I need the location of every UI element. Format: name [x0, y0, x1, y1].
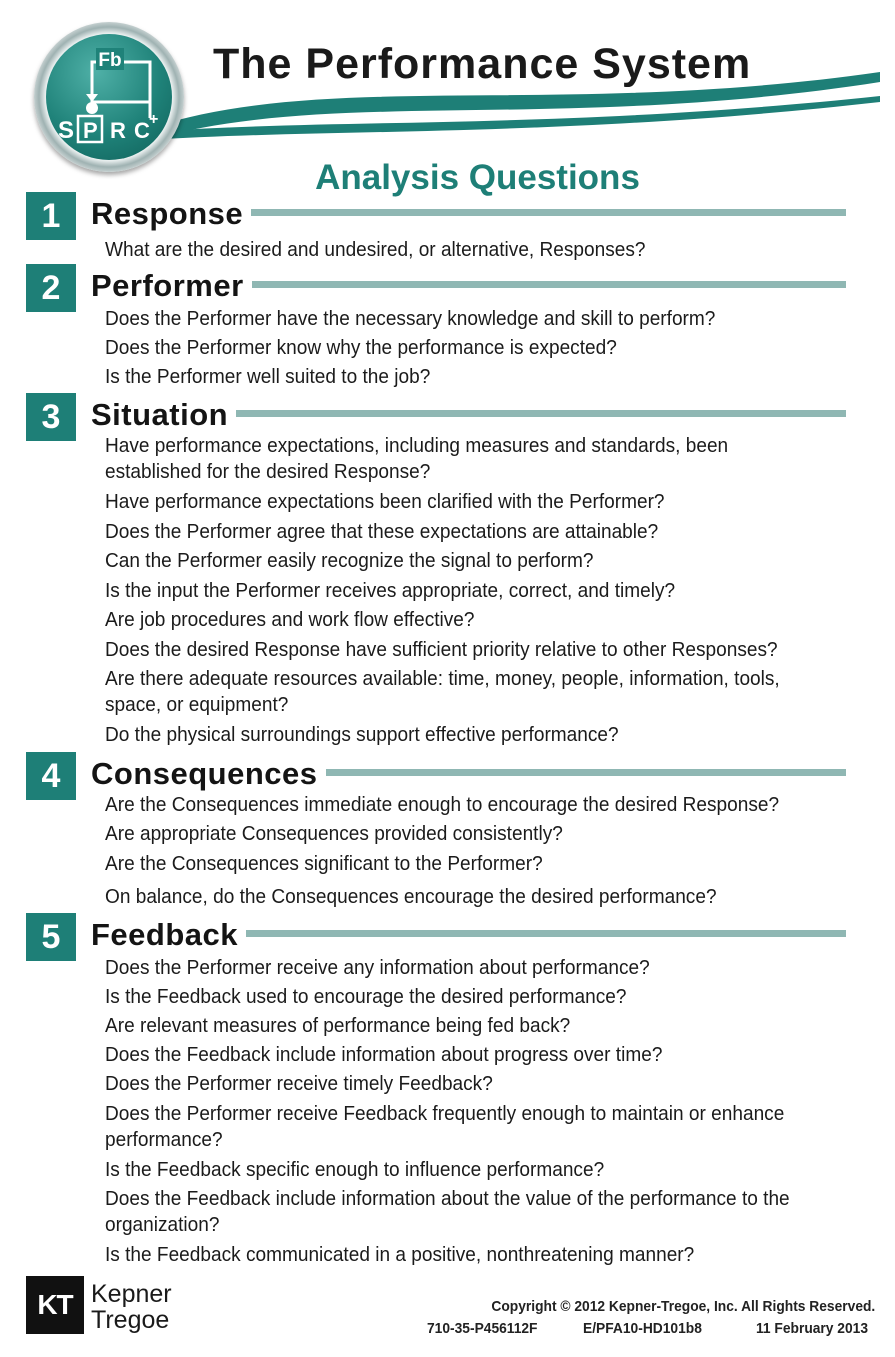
question-item: Are there adequate resources available: time, money, people, information, tools, space, or equipment? — [105, 667, 780, 716]
question-item: On balance, do the Consequences encourage the desired performance? — [105, 885, 717, 908]
question-item: Are job procedures and work flow effective? — [105, 608, 475, 631]
question-item: Are relevant measures of performance being fed back? — [105, 1014, 571, 1037]
question-item: Does the Performer receive Feedback frequently enough to maintain or enhance performance? — [105, 1102, 785, 1151]
logo-plus-label: + — [149, 111, 159, 128]
publication-date: 11 February 2013 — [756, 1320, 869, 1337]
page-subtitle: Analysis Questions — [315, 158, 640, 197]
section-number-badge: 5 — [26, 913, 76, 961]
section-title: Feedback — [91, 913, 246, 957]
question-item: Have performance expectations been clarified with the Performer? — [105, 490, 665, 513]
question-item: Is the input the Performer receives appropriate, correct, and timely? — [105, 579, 676, 602]
logo-fb-label: Fb — [98, 50, 122, 71]
logo-p-label: P — [83, 118, 98, 143]
question-item: Have performance expectations, including measures and standards, been established for the desired Response? — [105, 434, 729, 483]
question-item: Are appropriate Consequences provided consistently? — [105, 822, 563, 845]
section-title: Situation — [91, 393, 236, 437]
section-number-badge: 1 — [26, 192, 76, 240]
question-item: What are the desired and undesired, or alternative, Responses? — [105, 238, 646, 261]
section-number-badge: 4 — [26, 752, 76, 800]
header — [0, 0, 895, 200]
page-title: The Performance System — [213, 40, 752, 88]
question-item: Does the Performer receive any information about performance? — [105, 956, 650, 979]
section-header-response — [26, 192, 846, 240]
copyright-notice: Copyright © 2012 Kepner-Tregoe, Inc. All Rights Reserved. — [491, 1298, 875, 1315]
logo-r-label: R — [110, 118, 126, 143]
question-item: Does the Feedback include information about progress over time? — [105, 1043, 663, 1066]
company-name-line2: Tregoe — [91, 1306, 170, 1334]
section-header-performer — [26, 264, 846, 312]
question-item: Does the desired Response have sufficient priority relative to other Responses? — [105, 638, 778, 661]
sprc-diagram-icon — [46, 34, 172, 160]
company-name-line1: Kepner — [91, 1280, 172, 1308]
performance-system-logo — [34, 22, 184, 172]
question-item: Is the Feedback communicated in a positive, nonthreatening manner? — [105, 1243, 695, 1266]
question-item: Are the Consequences immediate enough to encourage the desired Response? — [105, 793, 780, 816]
section-title: Response — [91, 192, 251, 236]
question-item: Can the Performer easily recognize the signal to perform? — [105, 549, 594, 572]
section-number-badge: 2 — [26, 264, 76, 312]
question-item: Does the Performer have the necessary knowledge and skill to perform? — [105, 307, 716, 330]
logo-s-label: S — [58, 117, 75, 144]
logo-c-label: C — [134, 118, 150, 143]
question-item: Does the Performer agree that these expectations are attainable? — [105, 520, 659, 543]
section-title: Performer — [91, 264, 252, 308]
question-item: Does the Feedback include information about the value of the performance to the organization? — [105, 1187, 790, 1236]
question-item: Does the Performer know why the performance is expected? — [105, 336, 617, 359]
section-number-badge: 3 — [26, 393, 76, 441]
question-item: Is the Feedback specific enough to influence performance? — [105, 1158, 605, 1181]
question-item: Does the Performer receive timely Feedback? — [105, 1072, 493, 1095]
question-item: Are the Consequences significant to the Performer? — [105, 852, 543, 875]
question-item: Is the Performer well suited to the job? — [105, 365, 431, 388]
section-title: Consequences — [91, 752, 326, 796]
kepner-tregoe-logo-mark: KT — [26, 1276, 84, 1334]
question-item: Is the Feedback used to encourage the desired performance? — [105, 985, 627, 1008]
section-header-feedback — [26, 913, 846, 961]
document-code: 710-35-P456112F — [427, 1320, 538, 1337]
edition-code: E/PFA10-HD101b8 — [583, 1320, 702, 1337]
question-item: Do the physical surroundings support effective performance? — [105, 723, 619, 746]
